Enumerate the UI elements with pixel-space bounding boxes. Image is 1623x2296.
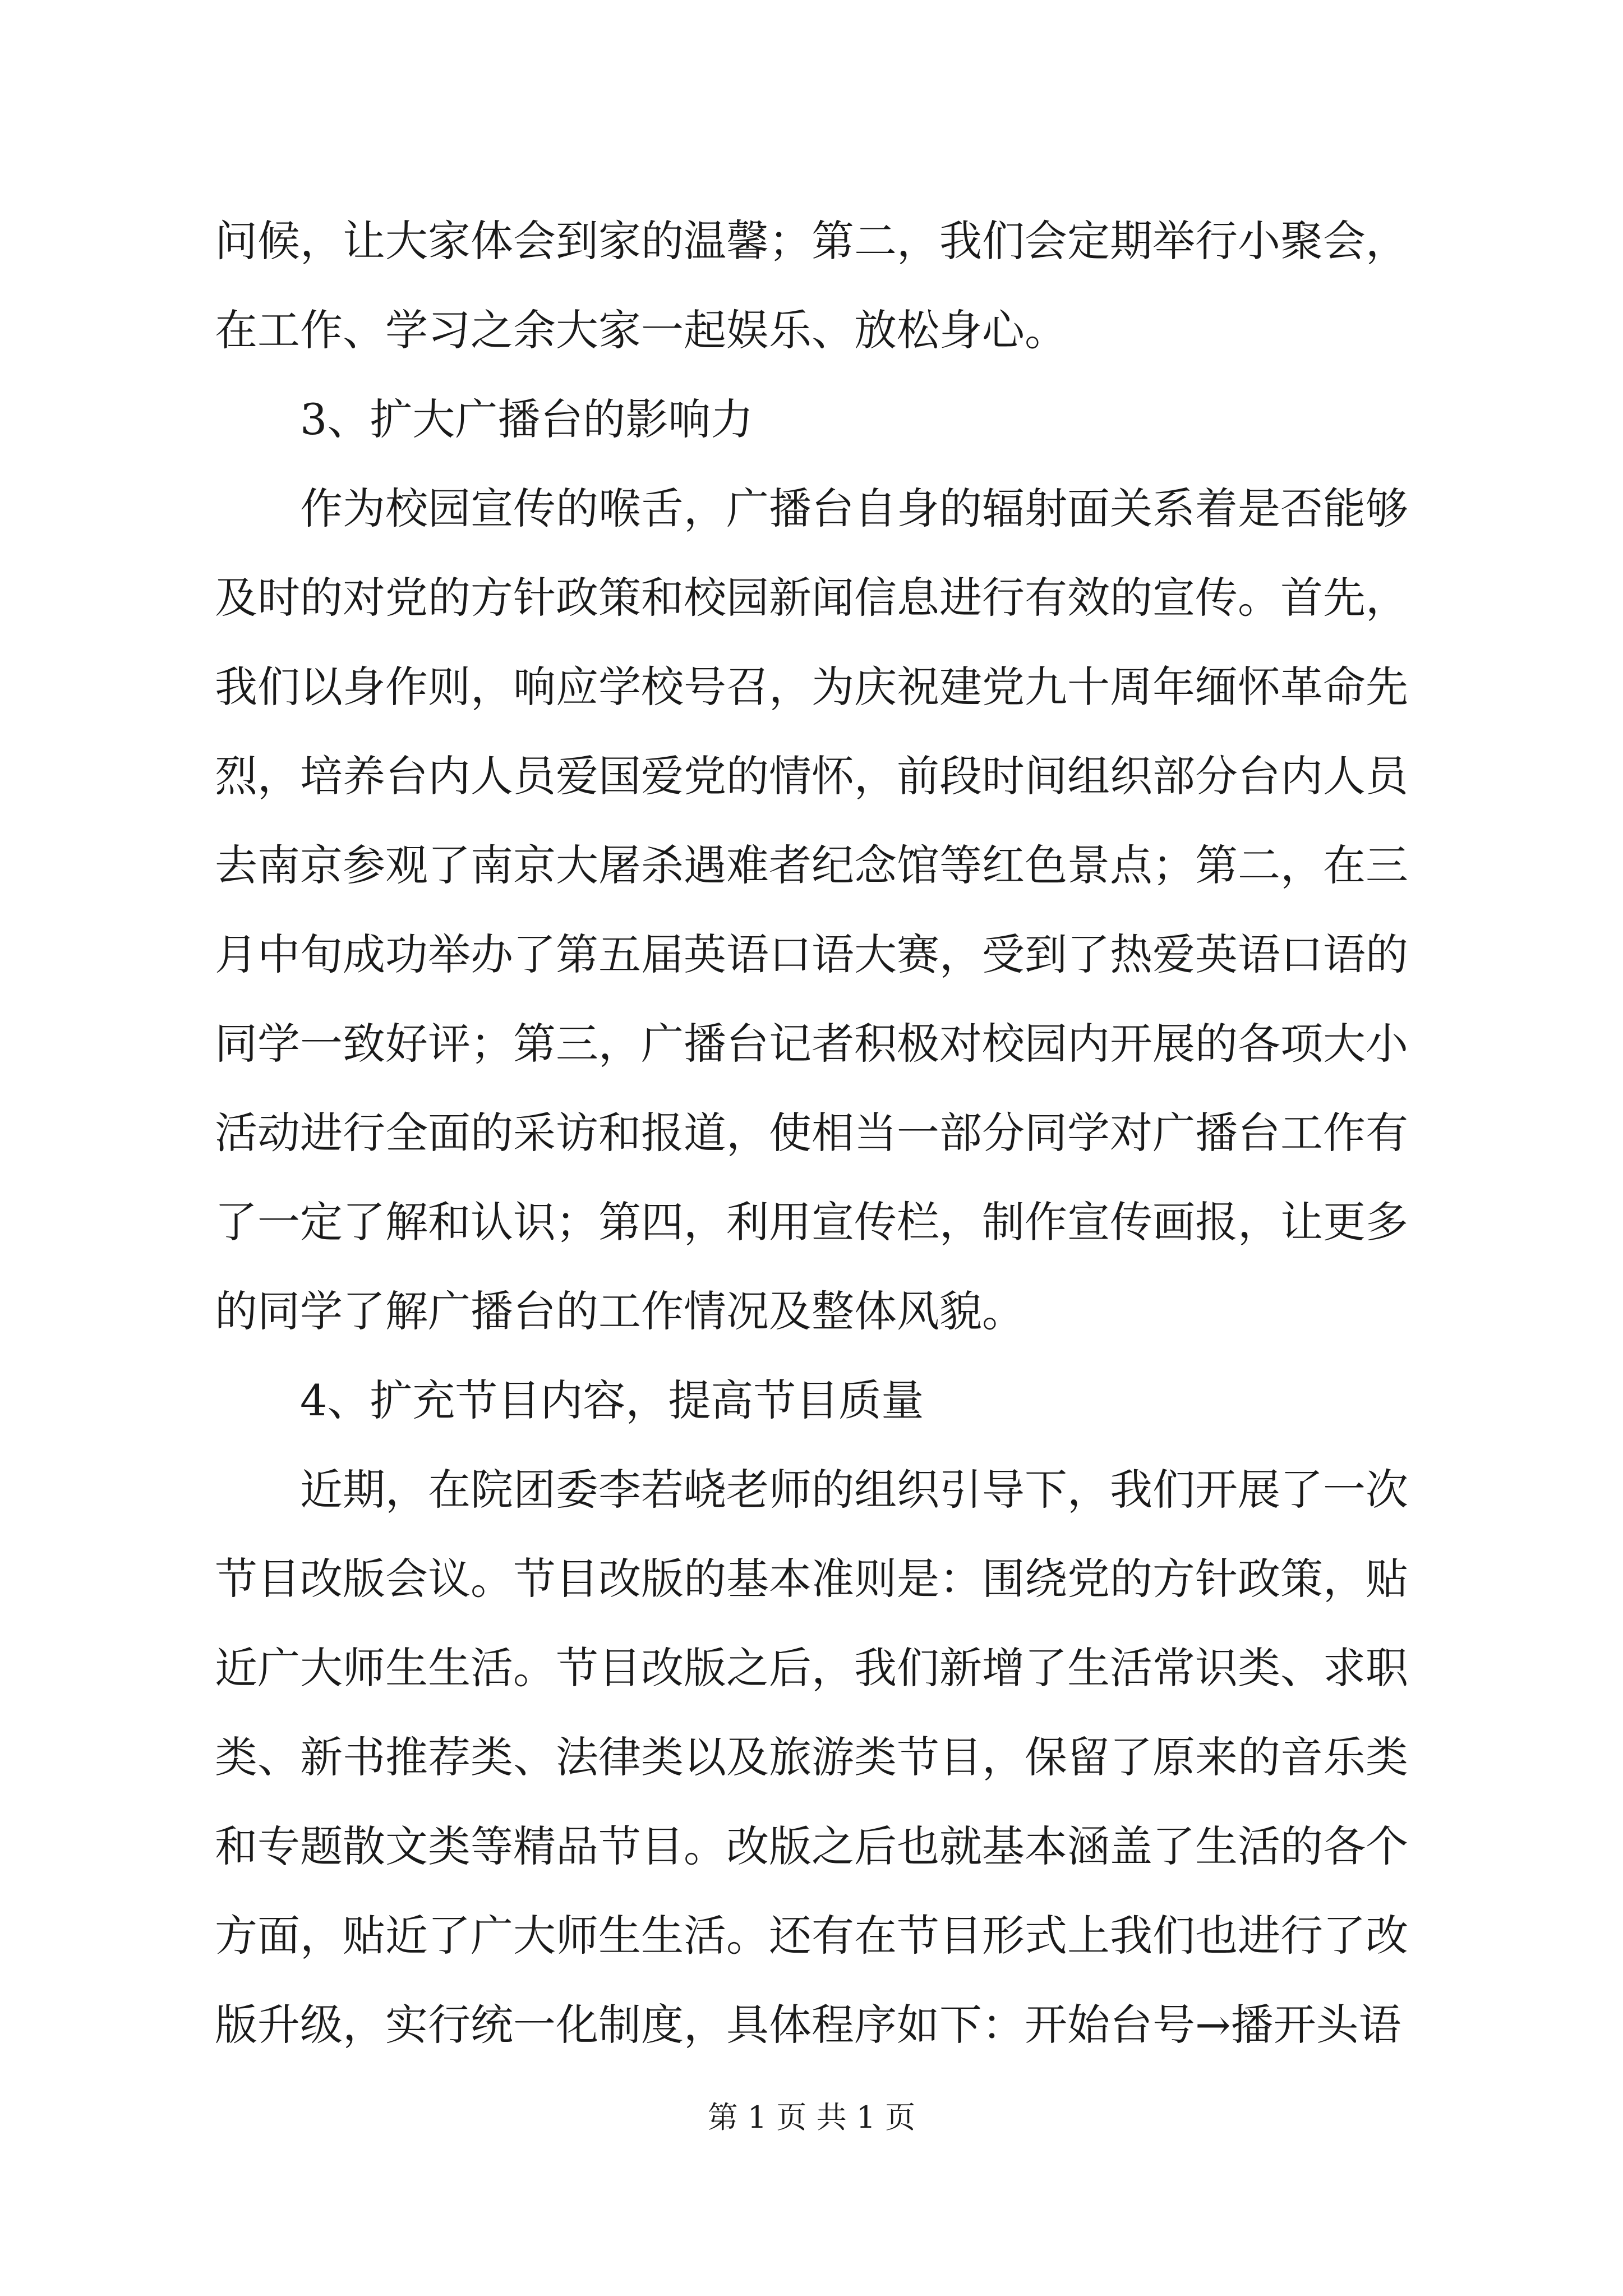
section-heading: 3、扩大广播台的影响力	[300, 394, 754, 444]
section-heading: 4、扩充节目内容，提高节目质量	[300, 1375, 924, 1425]
text-line: 近广大师生生活。节目改版之后，我们新增了生活常识类、求职	[215, 1643, 1408, 1693]
text-line: 去南京参观了南京大屠杀遇难者纪念馆等红色景点；第二，在三	[215, 840, 1408, 890]
text-line: 及时的对党的方针政策和校园新闻信息进行有效的宣传。首先，	[215, 573, 1408, 623]
text-line: 节目改版会议。节目改版的基本准则是：围绕党的方针政策，贴	[215, 1554, 1408, 1604]
text-line: 问候，让大家体会到家的温馨；第二，我们会定期举行小聚会，	[215, 216, 1408, 266]
text-line: 和专题散文类等精品节目。改版之后也就基本涵盖了生活的各个	[215, 1821, 1408, 1871]
text-line: 类、新书推荐类、法律类以及旅游类节目，保留了原来的音乐类	[215, 1732, 1408, 1782]
text-line: 月中旬成功举办了第五届英语口语大赛，受到了热爱英语口语的	[215, 930, 1408, 979]
page-number-label: 第 1 页 共 1 页	[707, 2100, 916, 2135]
text-line: 近期，在院团委李若峣老师的组织引导下，我们开展了一次	[300, 1465, 1408, 1515]
text-line: 同学一致好评；第三，广播台记者积极对校园内开展的各项大小	[215, 1019, 1408, 1069]
text-line: 方面，贴近了广大师生生活。还有在节目形式上我们也进行了改	[215, 1911, 1408, 1961]
text-line: 烈，培养台内人员爱国爱党的情怀，前段时间组织部分台内人员	[215, 751, 1408, 801]
text-line: 在工作、学习之余大家一起娱乐、放松身心。	[215, 305, 1067, 355]
text-line: 作为校园宣传的喉舌，广播台自身的辐射面关系着是否能够	[300, 484, 1408, 533]
text-line: 版升级，实行统一化制度，具体程序如下：开始台号→播开头语	[215, 2000, 1401, 2050]
text-line: 了一定了解和认识；第四，利用宣传栏，制作宣传画报，让更多	[215, 1197, 1408, 1247]
text-line: 的同学了解广播台的工作情况及整体风貌。	[215, 1286, 1025, 1336]
document-body	[215, 196, 1426, 2069]
page-footer	[0, 2098, 1623, 2137]
text-line: 活动进行全面的采访和报道，使相当一部分同学对广播台工作有	[215, 1108, 1408, 1158]
text-line: 我们以身作则，响应学校号召，为庆祝建党九十周年缅怀革命先	[215, 662, 1408, 712]
